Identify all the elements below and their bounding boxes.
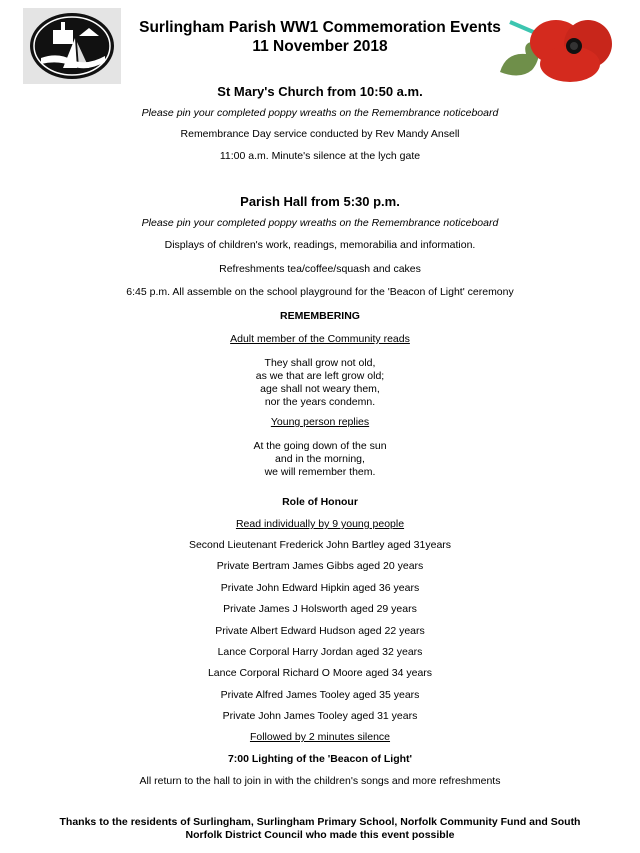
honour-name: Private Albert Edward Hudson aged 22 years	[215, 625, 425, 637]
honour-name: Private Bertram James Gibbs aged 20 years	[216, 560, 424, 572]
church-heading: St Mary's Church from 10:50 a.m.	[217, 84, 423, 99]
honour-name: Private Alfred James Tooley aged 35 years	[220, 689, 420, 701]
honour-name: Lance Corporal Harry Jordan aged 32 years	[217, 646, 423, 658]
honour-name: Private John Edward Hipkin aged 36 years	[220, 582, 420, 594]
adult-poem	[0, 357, 640, 409]
honour-name: Private John James Tooley aged 31 years	[222, 710, 418, 722]
parish-logo-icon	[23, 8, 121, 84]
hall-item-3: 6:45 p.m. All assemble on the school playground for the 'Beacon of Light' ceremony	[126, 286, 514, 298]
honour-subheading: Read individually by 9 young people	[235, 518, 405, 530]
honour-heading: Role of Honour	[282, 496, 358, 508]
page-title	[120, 18, 520, 56]
honour-name: Lance Corporal Richard O Moore aged 34 years	[207, 667, 433, 679]
church-item-2: 11:00 a.m. Minute's silence at the lych gate	[219, 150, 421, 162]
poem-line: as we that are left grow old;	[255, 370, 385, 382]
poem-line: age shall not weary them,	[260, 383, 380, 395]
church-item-1: Remembrance Day service conducted by Rev Mandy Ansell	[180, 128, 460, 140]
poem-line: They shall grow not old,	[264, 357, 376, 369]
footer-line-2: Norfolk District Council who made this event possible	[185, 829, 455, 841]
hall-item-2: Refreshments tea/coffee/squash and cakes	[219, 263, 421, 275]
hall-item-0: Please pin your completed poppy wreaths on the Remembrance noticeboard	[141, 217, 499, 229]
parish-logo	[23, 8, 121, 84]
remembering-heading: REMEMBERING	[280, 310, 360, 322]
title-line-2: 11 November 2018	[252, 38, 388, 55]
hall-item-1: Displays of children's work, readings, memorabilia and information.	[164, 239, 476, 251]
honour-name: Second Lieutenant Frederick John Bartley aged 31years	[188, 539, 452, 551]
poem-line: nor the years condemn.	[264, 396, 376, 408]
footer-thanks	[0, 816, 640, 842]
hall-heading: Parish Hall from 5:30 p.m.	[240, 194, 400, 209]
return-note: All return to the hall to join in with the children's songs and more refreshments	[139, 775, 501, 787]
silence-note: Followed by 2 minutes silence	[249, 731, 391, 743]
poem-line: we will remember them.	[264, 466, 376, 478]
adult-label: Adult member of the Community reads	[230, 333, 410, 345]
young-label: Young person replies	[270, 416, 370, 428]
church-item-0: Please pin your completed poppy wreaths on the Remembrance noticeboard	[141, 107, 499, 119]
footer-line-1: Thanks to the residents of Surlingham, Surlingham Primary School, Norfolk Community Fund and South	[59, 816, 581, 828]
young-poem	[0, 440, 640, 479]
poem-line: At the going down of the sun	[253, 440, 387, 452]
title-line-1: Surlingham Parish WW1 Commemoration Events	[139, 19, 501, 36]
poem-line: and in the morning,	[275, 453, 365, 465]
beacon-lighting: 7:00 Lighting of the 'Beacon of Light'	[227, 753, 413, 765]
honour-name: Private James J Holsworth aged 29 years	[223, 603, 417, 615]
